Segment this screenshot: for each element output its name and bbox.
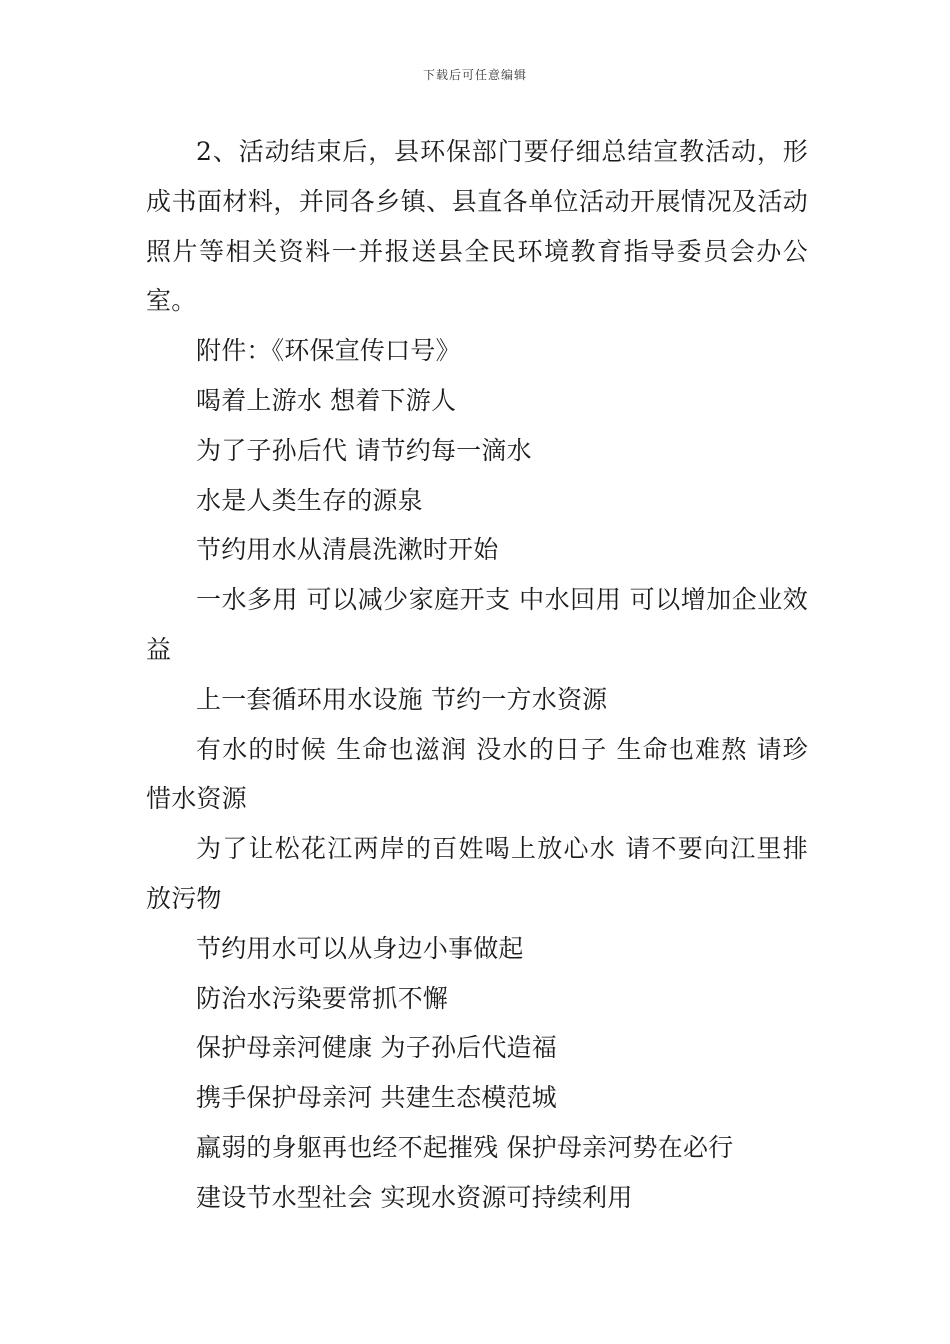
paragraph-summary-instruction: 2、活动结束后，县环保部门要仔细总结宣教活动，形成书面材料，并同各乡镇、县直各单位活动开展情况及活动照片等相关资料一并报送县全民环境教育指导委员会办公室。 xyxy=(146,137,808,316)
paragraph-attachment-title: 附件：《环保宣传口号》 xyxy=(196,336,461,366)
slogan-line: 节约用水从清晨洗漱时开始 xyxy=(196,535,499,565)
header-note: 下载后可任意编辑 xyxy=(422,68,527,82)
slogan-line: 保护母亲河健康 为子孙后代造福 xyxy=(196,1033,557,1063)
document-body xyxy=(146,127,808,1223)
slogan-line: 水是人类生存的源泉 xyxy=(196,485,423,515)
slogan-line: 为了让松花江两岸的百姓喝上放心水 请不要向江里排放污物 xyxy=(146,834,808,913)
slogan-line: 节约用水可以从身边小事做起 xyxy=(196,933,524,963)
slogan-line: 一水多用 可以减少家庭开支 中水回用 可以增加企业效益 xyxy=(146,585,808,664)
slogan-line: 建设节水型社会 实现水资源可持续利用 xyxy=(196,1182,633,1212)
slogan-line: 喝着上游水 想着下游人 xyxy=(196,385,457,415)
slogan-line: 羸弱的身躯再也经不起摧残 保护母亲河势在必行 xyxy=(196,1132,734,1162)
slogan-line: 防治水污染要常抓不懈 xyxy=(196,983,449,1013)
slogan-line: 上一套循环用水设施 节约一方水资源 xyxy=(196,684,608,714)
slogan-line: 携手保护母亲河 共建生态模范城 xyxy=(196,1083,557,1113)
slogan-line: 为了子孙后代 请节约每一滴水 xyxy=(196,435,532,465)
slogan-line: 有水的时候 生命也滋润 没水的日子 生命也难熬 请珍惜水资源 xyxy=(146,734,808,814)
